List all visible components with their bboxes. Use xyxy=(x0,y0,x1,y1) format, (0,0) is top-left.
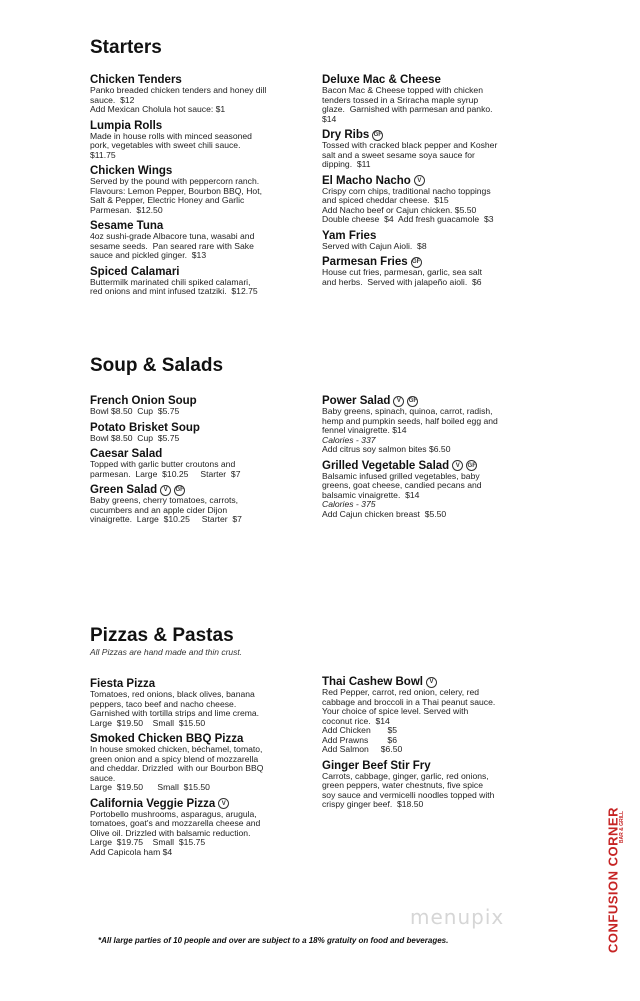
menu-item xyxy=(90,395,320,417)
description-line: and herbs. Served with jalapeño aioli. $6 xyxy=(322,276,482,287)
menu-item-name: Spiced Calamari xyxy=(90,265,180,278)
description-line: soy sauce and vermicelli noodles topped with xyxy=(322,789,495,800)
menu-item-name-row xyxy=(322,460,552,472)
menu-item-description xyxy=(322,242,552,252)
menu-item xyxy=(90,484,320,525)
description-line: Parmesan. $12.50 xyxy=(90,204,163,215)
description-line: Olive oil. Drizzled with balsamic reduction. xyxy=(90,827,251,838)
section-title-starters: Starters xyxy=(90,37,162,58)
menu-item-name: Ginger Beef Stir Fry xyxy=(322,759,431,772)
menu-item-name: Parmesan Fries xyxy=(322,256,408,268)
pizzas-right-column xyxy=(322,676,552,815)
description-line: Flavours: Lemon Pepper, Bourbon BBQ, Hot, xyxy=(90,185,262,196)
description-line: Garnished with tortilla strips and lime crema. xyxy=(90,708,260,718)
menu-item xyxy=(90,165,320,215)
menu-item-description xyxy=(322,688,552,755)
menu-item-description xyxy=(90,434,320,444)
menu-item-name: Sesame Tuna xyxy=(90,220,164,232)
starters-left-column xyxy=(90,74,320,302)
description-line: tomatoes, goat's and mozzarella cheese and xyxy=(90,818,261,828)
menu-item-name-row xyxy=(322,760,552,772)
menu-item-name: Lumpia Rolls xyxy=(90,119,163,132)
description-line: Served with Cajun Aioli. $8 xyxy=(322,240,427,251)
menu-item-name: California Veggie Pizza xyxy=(90,797,216,810)
description-line: Bowl $8.50 Cup $5.75 xyxy=(90,432,180,443)
menu-item-description xyxy=(322,86,552,124)
menu-item-description xyxy=(90,278,320,297)
menu-item-description xyxy=(90,460,320,479)
menu-item-name: Potato Brisket Soup xyxy=(90,421,200,434)
soups-right-column xyxy=(322,395,552,524)
section-title-pizzas: Pizzas & Pastas xyxy=(90,625,234,646)
description-line: sauce. xyxy=(90,772,116,783)
menu-item-description xyxy=(322,187,552,225)
menu-item-name-row xyxy=(322,175,552,187)
description-line: Carrots, cabbage, ginger, garlic, red onions, xyxy=(322,770,489,781)
calories-line: Calories - 337 xyxy=(322,434,376,445)
menu-item-name: Smoked Chicken BBQ Pizza xyxy=(90,733,244,745)
menu-item-name: Fiesta Pizza xyxy=(90,678,156,690)
menu-item-description xyxy=(90,177,320,215)
gratuity-footnote: *All large parties of 10 people and over are subject to a 18% gratuity on food and beverages. xyxy=(98,936,449,945)
description-line: Topped with garlic butter croutons and xyxy=(90,459,236,469)
description-line: Portobello mushrooms, asparagus, arugula, xyxy=(90,808,257,819)
description-line: Made in house rolls with minced seasoned xyxy=(90,130,252,141)
menu-item xyxy=(90,74,320,115)
pizza-note: All Pizzas are hand made and thin crust. xyxy=(90,647,243,657)
description-line: In house smoked chicken, béchamel, tomato, xyxy=(90,744,263,754)
vegetarian-icon: V xyxy=(426,677,437,688)
section-title-soups: Soup & Salads xyxy=(90,355,224,376)
description-line: $14 xyxy=(322,113,337,124)
menu-item-name-row xyxy=(90,798,320,810)
description-line: cabbage and broccoli in a Thai peanut sauce. xyxy=(322,696,496,707)
description-line: Add Mexican Cholula hot sauce: $1 xyxy=(90,104,226,114)
description-line: balsamic vinaigrette. $14 xyxy=(322,489,420,500)
menu-item-name: Deluxe Mac & Cheese xyxy=(322,74,441,86)
menu-item-name: El Macho Nacho xyxy=(322,174,411,187)
vegetarian-icon: V xyxy=(393,396,404,407)
menu-item-name-row xyxy=(90,266,320,278)
gluten-free-icon: GF xyxy=(466,460,477,471)
menu-item-name: French Onion Soup xyxy=(90,395,197,407)
menu-item xyxy=(90,266,320,297)
description-line: Salt & Pepper, Electric Honey and Garlic xyxy=(90,195,245,205)
description-line: Add Capicola ham $4 xyxy=(90,846,173,857)
menu-item xyxy=(322,676,552,755)
vegetarian-icon: V xyxy=(452,460,463,471)
description-line: fennel vinaigrette. $14 xyxy=(322,425,407,435)
description-line: and spiced cheddar cheese. $15 xyxy=(322,195,449,205)
menu-item-name-row xyxy=(90,120,320,132)
description-line: Tossed with cracked black pepper and Kosher xyxy=(322,140,498,150)
menu-item-description xyxy=(322,772,552,810)
calories-line: Calories - 375 xyxy=(322,499,376,509)
addon-line: Add Cajun chicken breast $5.50 xyxy=(322,508,447,519)
description-line: Bowl $8.50 Cup $5.75 xyxy=(90,406,180,416)
description-line: red onions and mint infused tzatziki. $12.75 xyxy=(90,286,258,296)
menu-item-name: Dry Ribs xyxy=(322,129,370,141)
gluten-free-icon: GF xyxy=(407,396,418,407)
logo-subtext: BAR & GRILL xyxy=(619,810,625,844)
menu-item-name: Grilled Vegetable Salad xyxy=(322,459,450,472)
description-line: Add Salmon $6.50 xyxy=(322,744,403,754)
description-line: green peppers, water chestnuts, five spice xyxy=(322,780,483,790)
menu-item-description xyxy=(322,472,552,520)
menu-item-description xyxy=(90,86,320,115)
menu-item-description xyxy=(90,496,320,525)
description-line: Balsamic infused grilled vegetables, baby xyxy=(322,470,480,481)
description-line: and cheddar. Drizzled with our Bourbon BBQ xyxy=(90,763,264,773)
menu-item xyxy=(322,230,552,252)
menu-item xyxy=(322,460,552,520)
starters-right-column xyxy=(322,74,552,292)
description-line: Add Chicken $5 xyxy=(322,725,397,735)
menu-item xyxy=(322,760,552,810)
menu-item-name: Chicken Tenders xyxy=(90,74,182,86)
description-line: Large $19.50 Small $15.50 xyxy=(90,782,210,792)
menu-item-name: Yam Fries xyxy=(322,229,377,242)
description-line: dipping. $11 xyxy=(322,159,371,169)
description-line: House cut fries, parmesan, garlic, sea salt xyxy=(322,267,483,277)
menu-item xyxy=(322,395,552,455)
description-line: peppers, taco beef and nacho cheese. xyxy=(90,698,237,709)
menu-item-name: Green Salad xyxy=(90,484,158,496)
menu-item xyxy=(322,129,552,170)
description-line: Add Nacho beef or Cajun chicken. $5.50 xyxy=(322,204,477,215)
vegetarian-icon: V xyxy=(160,485,171,496)
description-line: sesame seeds. Pan seared rare with Sake xyxy=(90,240,254,251)
addon-line: Add citrus soy salmon bites $6.50 xyxy=(322,444,451,454)
menu-item xyxy=(90,733,320,793)
soups-left-column xyxy=(90,395,320,530)
description-line: hemp and pumpkin seeds, half boiled egg and xyxy=(322,415,498,426)
menu-item-name: Caesar Salad xyxy=(90,448,163,460)
menu-item xyxy=(90,422,320,444)
vegetarian-icon: V xyxy=(414,175,425,186)
description-line: sauce. $12 xyxy=(90,94,135,105)
description-line: Baby greens, spinach, quinoa, carrot, radish, xyxy=(322,406,493,416)
description-line: Baby greens, cherry tomatoes, carrots, xyxy=(90,495,239,505)
description-line: coconut rice. $14 xyxy=(322,715,390,726)
menu-item-description xyxy=(322,268,552,287)
menu-item xyxy=(322,74,552,124)
description-line: glaze. Garnished with parmesan and panko. xyxy=(322,104,493,114)
description-line: Large $19.50 Small $15.50 xyxy=(90,717,206,728)
description-line: tenders tossed in a Sriracha maple syrup xyxy=(322,94,479,105)
menu-item-description xyxy=(322,141,552,170)
restaurant-logo xyxy=(600,795,626,965)
description-line: parmesan. Large $10.25 Starter $7 xyxy=(90,468,241,479)
menu-item-description xyxy=(90,132,320,161)
menu-item-name: Chicken Wings xyxy=(90,165,173,177)
menu-item-description xyxy=(90,407,320,417)
description-line: Bacon Mac & Cheese topped with chicken xyxy=(322,85,483,95)
description-line: Your choice of spice level. Served with xyxy=(322,706,469,716)
menu-item-description xyxy=(322,407,552,455)
description-line: cucumbers and an apple cider Dijon xyxy=(90,504,228,515)
menu-item xyxy=(322,256,552,287)
description-line: Buttermilk marinated chili spiked calamari, xyxy=(90,276,251,287)
logo-text: CONFUSION CORNER xyxy=(605,807,621,953)
menu-item-name-row xyxy=(90,422,320,434)
menu-item-description xyxy=(90,745,320,793)
description-line: Double cheese $4 Add fresh guacamole $3 xyxy=(322,214,494,224)
gluten-free-icon: GF xyxy=(372,130,383,141)
description-line: green onion and a spicy blend of mozzarella xyxy=(90,753,259,764)
menu-item-description xyxy=(90,232,320,261)
description-line: Large $19.75 Small $15.75 xyxy=(90,837,206,847)
menu-item xyxy=(90,678,320,728)
menu-item-description xyxy=(90,810,320,858)
description-line: $11.75 xyxy=(90,149,116,160)
description-line: crispy ginger beef. $18.50 xyxy=(322,799,424,809)
vegetarian-icon: V xyxy=(218,798,229,809)
description-line: sauce and pickled ginger. $13 xyxy=(90,250,207,260)
description-line: greens, goat cheese, candied pecans and xyxy=(322,480,482,490)
menu-item xyxy=(90,120,320,161)
menu-item-name: Power Salad xyxy=(322,395,391,407)
menu-item xyxy=(90,798,320,858)
menu-item xyxy=(90,220,320,261)
menu-item-name-row xyxy=(322,230,552,242)
description-line: Panko breaded chicken tenders and honey dill xyxy=(90,85,267,95)
menu-item-description xyxy=(90,690,320,728)
description-line: Served by the pound with peppercorn ranch. xyxy=(90,176,260,186)
description-line: vinaigrette. Large $10.25 Starter $7 xyxy=(90,514,242,524)
menu-item xyxy=(322,175,552,225)
menu-item-name: Thai Cashew Bowl xyxy=(322,676,423,688)
description-line: Crispy corn chips, traditional nacho toppings xyxy=(322,185,491,196)
description-line: salt and a sweet sesame soya sauce for xyxy=(322,149,475,160)
menu-item xyxy=(90,448,320,479)
description-line: 4oz sushi-grade Albacore tuna, wasabi and xyxy=(90,231,255,241)
pizzas-left-column xyxy=(90,678,320,862)
description-line: Red Pepper, carrot, red onion, celery, red xyxy=(322,687,479,697)
description-line: Tomatoes, red onions, black olives, banana xyxy=(90,689,255,699)
gluten-free-icon: GF xyxy=(174,485,185,496)
description-line: Add Prawns $6 xyxy=(322,734,397,745)
description-line: pork, vegetables with sweet chili sauce. xyxy=(90,140,241,150)
menupix-watermark: menupix xyxy=(410,905,505,929)
gluten-free-icon: GF xyxy=(411,257,422,268)
